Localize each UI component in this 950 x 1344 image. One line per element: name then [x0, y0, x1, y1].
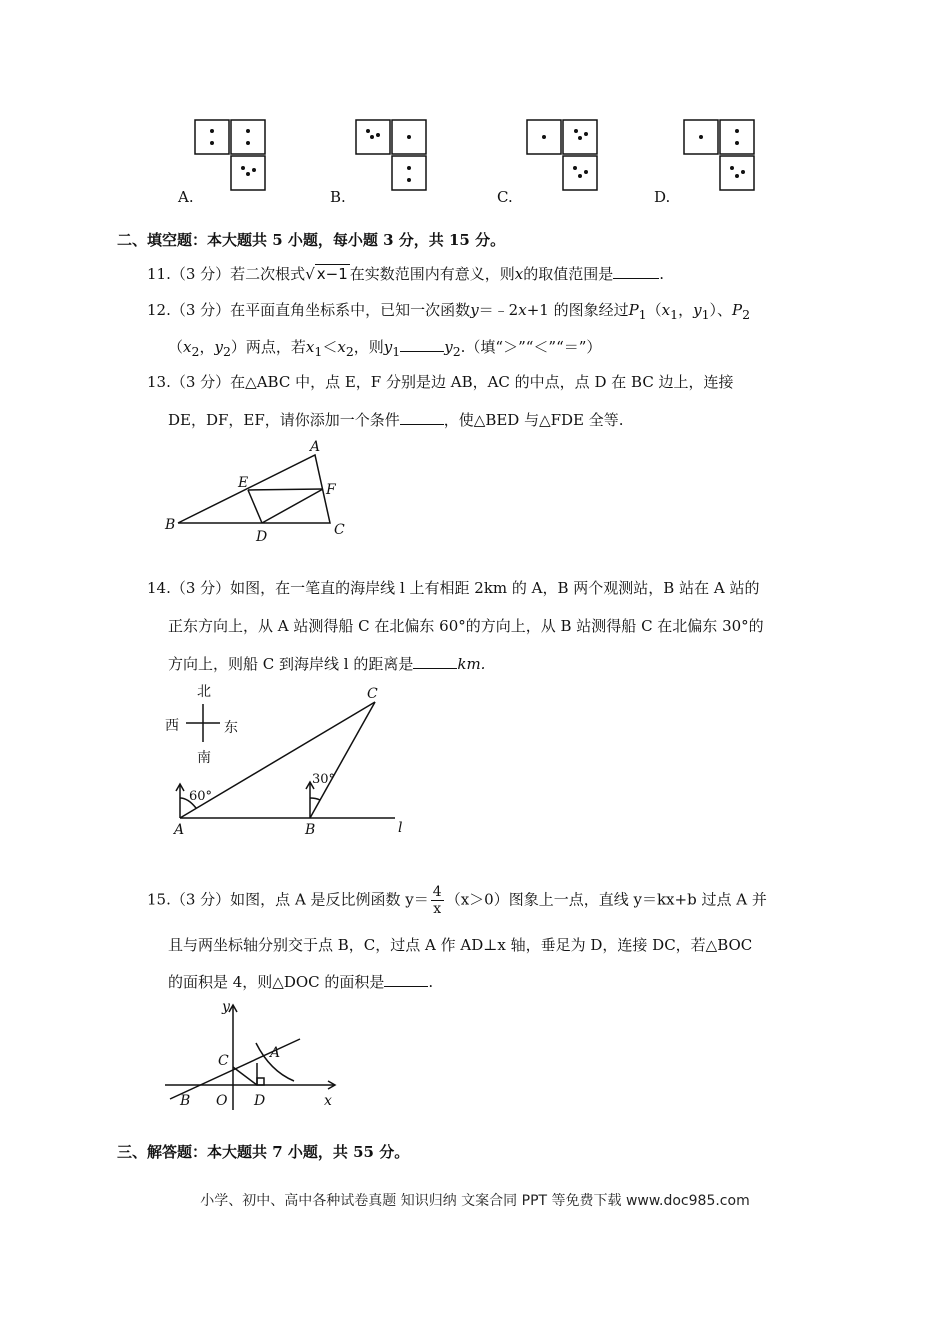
option-a-label[interactable]: A. [178, 188, 194, 206]
dice-net-options [0, 110, 950, 210]
answer-blank-14[interactable] [413, 654, 457, 669]
question-15-line-2: 且与两坐标轴分别交于点 B，C，过点 A 作 AD⊥x 轴，垂足为 D，连接 DC，若△BOC [168, 936, 753, 954]
question-13-line-2: DE，DF，EF，请你添加一个条件 ，使△BED 与△FDE 全等. [168, 411, 624, 429]
label-o: O [216, 1093, 228, 1109]
angle-30: 30° [312, 772, 336, 787]
compass-north: 北 [197, 684, 211, 700]
question-15-line-1: 15.（3 分）如图，点 A 是反比例函数 y＝ $\frac{4}{x}$ （x＞0）图象上一点，直线 y＝kx+b 过点 A 并 [147, 884, 767, 917]
label-l: l [398, 820, 403, 836]
option-c-figure [527, 120, 597, 190]
answer-blank-12[interactable] [400, 337, 444, 352]
label-y: y [222, 999, 230, 1015]
label-b: B [180, 1093, 191, 1109]
label-x: x [324, 1093, 332, 1109]
answer-blank-13[interactable] [400, 410, 444, 425]
label-d: D [256, 529, 268, 545]
compass-west: 西 [165, 718, 179, 734]
compass-east: 东 [224, 720, 238, 736]
label-c: C [367, 686, 378, 702]
option-d-label[interactable]: D. [654, 188, 671, 206]
question-12-line-2: （$x_2$，$y_2$）两点，若$x_1<x_2$，则$y_1$ $y_2$.（填“＞”“＜”“＝”） [168, 338, 602, 359]
label-b: B [305, 822, 316, 838]
question-13-line-1: 13.（3 分）在△ABC 中，点 E，F 分别是边 AB，AC 的中点，点 D 在 BC 边上，连接 [147, 373, 734, 391]
question-12-line-1: 12.（3 分）在平面直角坐标系中，已知一次函数y＝﹣2x+1 的图象经过$P_1(x_1$，$y_1$）、$P_2$ [147, 301, 751, 322]
option-d-figure [684, 120, 754, 190]
label-a: A [174, 822, 185, 838]
angle-60: 60° [189, 789, 213, 804]
figure-14-coast [160, 680, 430, 840]
option-a-figure [195, 120, 265, 190]
fraction-4-over-x: $\frac{4}{x}$ [432, 884, 442, 917]
label-b: B [165, 517, 176, 533]
figure-15-graph [160, 995, 350, 1115]
compass-south: 南 [197, 750, 211, 766]
page-footer: 小学、初中、高中各种试卷真题 知识归纳 文案合同 PPT 等免费下载 www.doc985.com [200, 1193, 750, 1209]
label-c: C [334, 522, 345, 538]
question-14-line-2: 正东方向上，从 A 站测得船 C 在北偏东 60°的方向上，从 B 站测得船 C 在北偏东 30°的 [168, 617, 764, 635]
figure-13-triangle [160, 435, 360, 550]
label-d: D [254, 1093, 266, 1109]
label-f: F [326, 482, 336, 498]
question-14-line-1: 14.（3 分）如图，在一笔直的海岸线 l 上有相距 2km 的 A，B 两个观测站，B 站在 A 站的 [147, 579, 760, 597]
section-2-heading: 二、填空题：本大题共 5 小题，每小题 3 分，共 15 分。 [117, 231, 506, 249]
question-14-line-3: 方向上，则船 C 到海岸线 l 的距离是 km. [168, 655, 486, 673]
question-15-line-3: 的面积是 4，则△DOC 的面积是 . [168, 973, 434, 991]
option-b-label[interactable]: B. [330, 188, 346, 206]
label-c: C [218, 1053, 229, 1069]
question-11: 11.（3 分）若二次根式√ x−1 在实数范围内有意义，则x的取值范围是 . [147, 265, 665, 283]
label-a: A [310, 439, 321, 455]
option-c-label[interactable]: C. [497, 188, 513, 206]
label-e: E [238, 475, 249, 491]
section-3-heading: 三、解答题：本大题共 7 小题，共 55 分。 [117, 1143, 410, 1161]
answer-blank-11[interactable] [613, 264, 659, 279]
answer-blank-15[interactable] [384, 972, 428, 987]
label-a: A [270, 1045, 281, 1061]
